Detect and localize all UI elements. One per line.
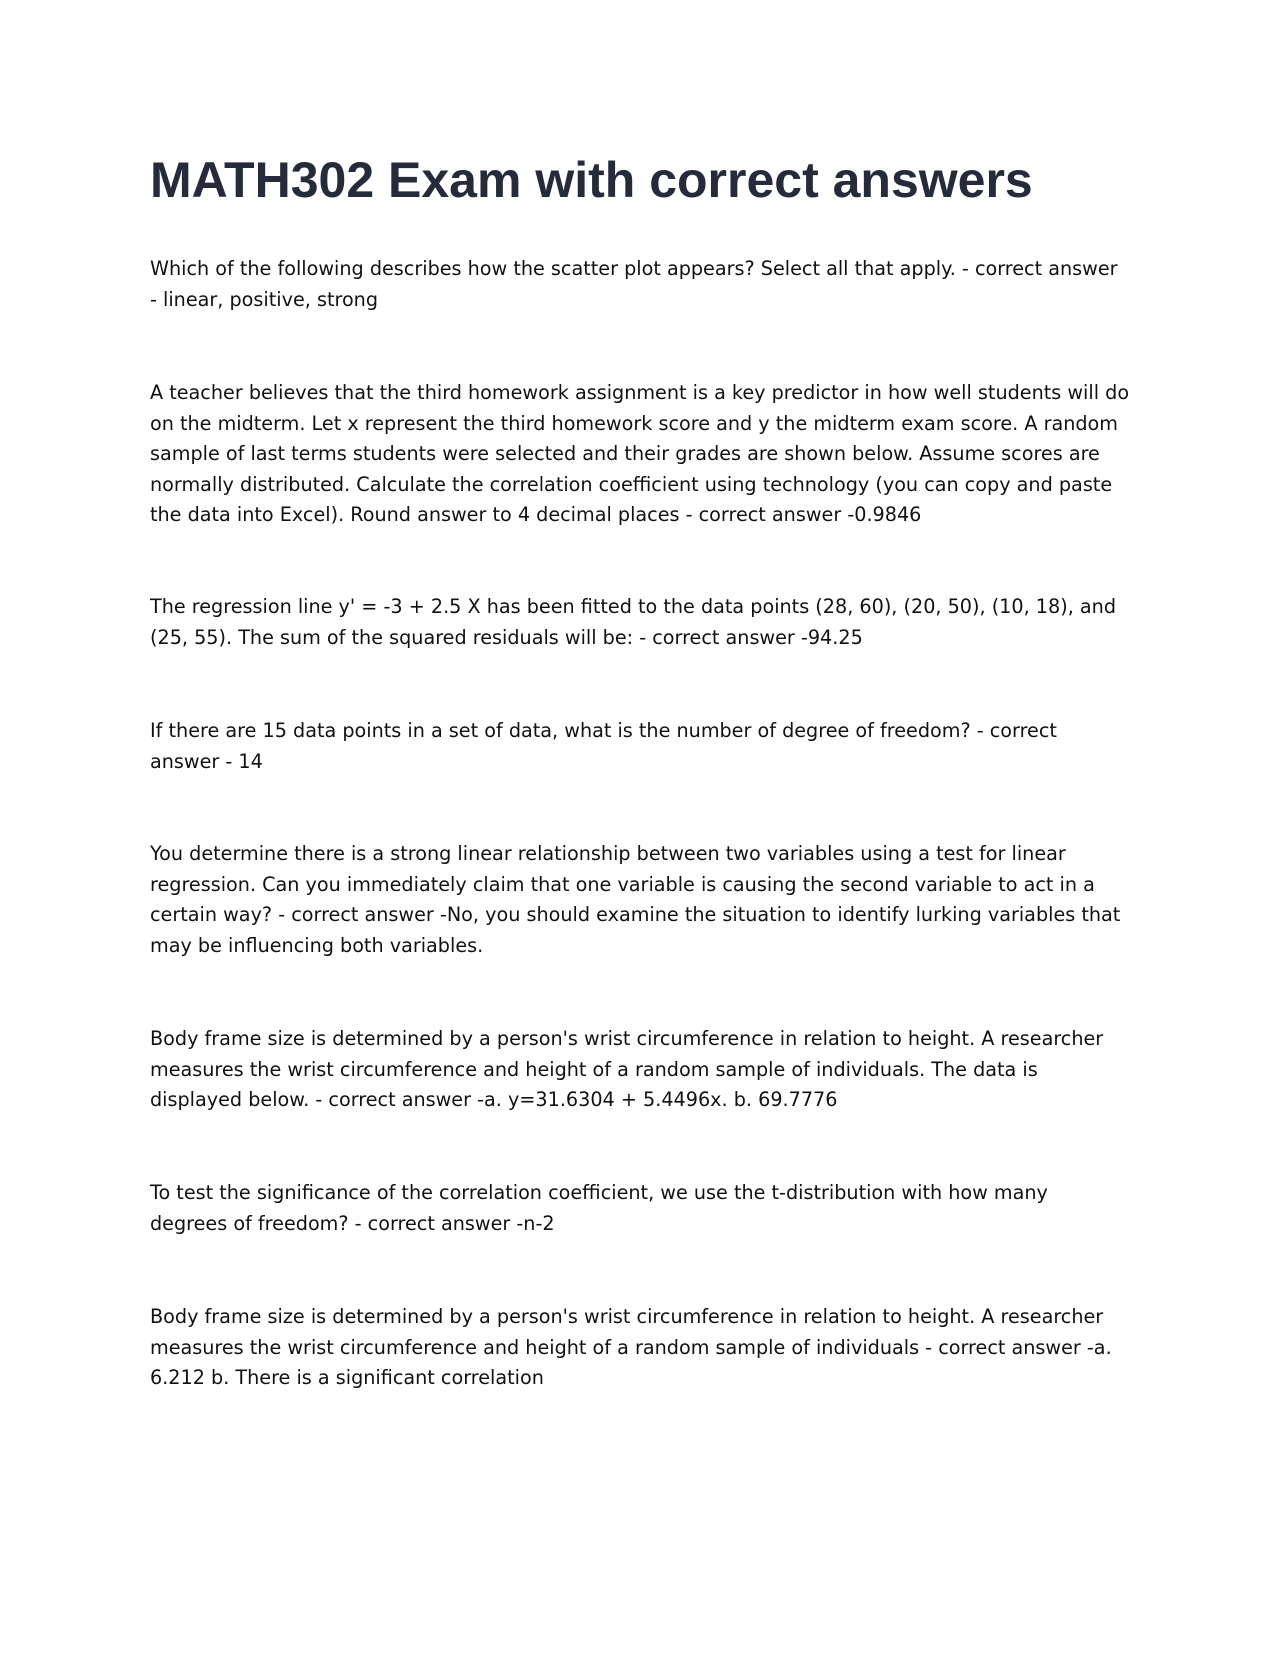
page-title: MATH302 Exam with correct answers bbox=[150, 152, 1033, 208]
question-answer-paragraph: A teacher believes that the third homework assignment is a key predictor in how well students will do on the midterm. Let x represent the third homework score and y the midterm exam score. A random sample of last terms students were selected and their grades are shown below. Assume scores are normally distributed. Calculate the correlation coefficient using technology (you can copy and paste the data into Excel). Round answer to 4 decimal places - correct answer -0.9846 bbox=[150, 381, 1130, 526]
question-answer-paragraph: Body frame size is determined by a person's wrist circumference in relation to height. A researcher measures the wrist circumference and height of a random sample of individuals. The data is displayed below. - correct answer -a. y=31.6304 + 5.4496x. b. 69.7776 bbox=[150, 1027, 1104, 1111]
question-answer-paragraph: Which of the following describes how the scatter plot appears? Select all that apply. - correct answer - linear, positive, strong bbox=[150, 257, 1118, 311]
question-answer-paragraph: To test the significance of the correlation coefficient, we use the t-distribution with how many degrees of freedom? - correct answer -n-2 bbox=[150, 1181, 1048, 1235]
question-answer-paragraph: You determine there is a strong linear relationship between two variables using a test for linear regression. Can you immediately claim that one variable is causing the second variable to act in a certain way? - correct answer -No, you should examine the situation to identify lurking variables that may be influencing both variables. bbox=[150, 842, 1121, 957]
question-answer-paragraph: If there are 15 data points in a set of data, what is the number of degree of freedom? - correct answer - 14 bbox=[150, 719, 1057, 773]
question-answer-paragraph: Body frame size is determined by a person's wrist circumference in relation to height. A researcher measures the wrist circumference and height of a random sample of individuals - correct answer -a. 6.212 b. There is a significant correlation bbox=[150, 1305, 1112, 1389]
question-answer-paragraph: The regression line y' = -3 + 2.5 X has been fitted to the data points (28, 60), (20, 50), (10, 18), and (25, 55). The sum of the squared residuals will be: - correct answer -94.25 bbox=[150, 595, 1116, 649]
